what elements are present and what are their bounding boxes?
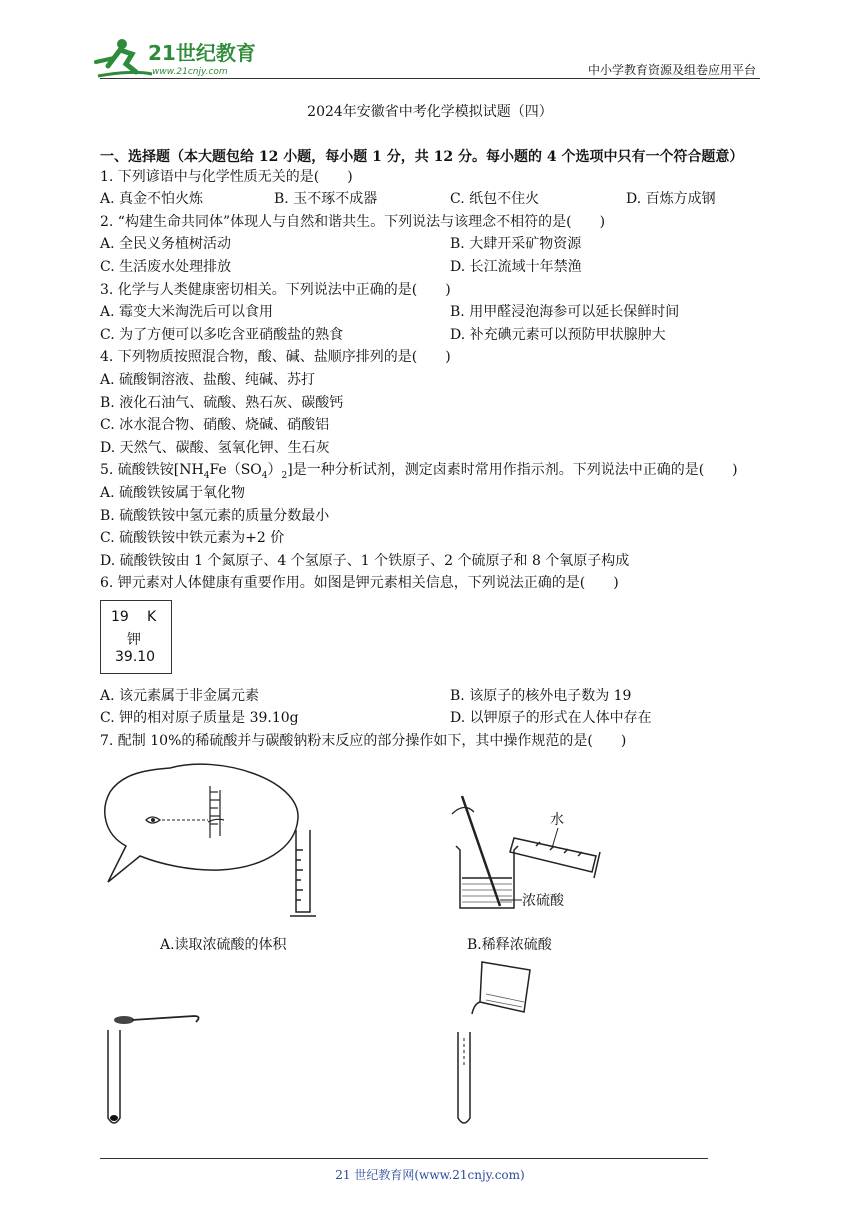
question-2-stem: 2. “构建生命共同体”体现人与自然和谐共生。下列说法与该理念不相符的是( ) — [100, 214, 606, 230]
powder — [110, 1115, 118, 1121]
platform-name: 中小学教育资源及组卷应用平台 — [587, 63, 756, 77]
figure-c-add-powder — [100, 1000, 210, 1130]
stir-arrow-icon — [452, 807, 474, 814]
question-4-stem: 4. 下列物质按照混合物，酸、碱、盐顺序排列的是( ) — [100, 349, 451, 365]
potassium-element-card — [100, 600, 172, 674]
question-1-stem: 1. 下列谚语中与化学性质无关的是( ) — [100, 169, 353, 185]
question-5-stem: 5. 硫酸铁铵$[NH_4Fe(SO_4)_2]$是一种分析试剂，测定卤素时常用作指示剂。下列说法中正确的是( ) — [100, 462, 738, 481]
water-label: 水 — [550, 812, 564, 828]
q6-option-c: C. 钾的相对原子质量是 39.10g — [100, 710, 299, 726]
logo-text: 21世纪教育 — [148, 41, 256, 65]
figure-a-read-volume — [100, 760, 340, 930]
graduated-cylinder — [290, 830, 316, 916]
eye-icon — [146, 817, 160, 823]
atomic-mass: 39.10 — [115, 649, 156, 665]
pouring-beaker — [472, 962, 530, 1014]
water-pointer — [552, 828, 558, 848]
acid-label: 浓硫酸 — [522, 893, 564, 909]
q4-option-c: C. 冰水混合物、硝酸、烧碱、硝酸铝 — [100, 417, 330, 433]
figure-b-caption: B.稀释浓硫酸 — [467, 937, 552, 953]
q3-option-b: B. 用甲醛浸泡海参可以延长保鲜时间 — [450, 304, 680, 320]
question-3-stem: 3. 化学与人类健康密切相关。下列说法中正确的是( ) — [100, 282, 451, 298]
question-7-stem: 7. 配制 10%的稀硫酸并与碳酸钠粉末反应的部分操作如下，其中操作规范的是( ) — [100, 733, 627, 749]
test-tube — [108, 1030, 120, 1123]
footer-divider — [100, 1158, 708, 1159]
site-logo — [92, 36, 272, 80]
glass-rod — [462, 796, 500, 906]
logo-url: www.21cnjy.com — [152, 67, 228, 77]
medicine-spoon — [114, 1016, 199, 1024]
q5-option-c: C. 硫酸铁铵中铁元素为+2 价 — [100, 530, 285, 546]
q3-option-a: A. 霉变大米淘洗后可以食用 — [100, 304, 274, 320]
q4-option-b: B. 液化石油气、硫酸、熟石灰、碳酸钙 — [100, 395, 344, 411]
q1-option-a: A. 真金不怕火炼 — [100, 191, 204, 207]
q4-option-d: D. 天然气、碳酸、氢氧化钾、生石灰 — [100, 440, 330, 456]
q4-option-a: A. 硫酸铜溶液、盐酸、纯碱、苏打 — [100, 372, 316, 388]
beaker-liquid — [462, 884, 512, 902]
figure-a-caption: A.读取浓硫酸的体积 — [160, 937, 287, 953]
q5-option-d: D. 硫酸铁铵由 1 个氮原子、4 个氢原子、1 个铁原子、2 个硫原子和 8 个氧原子构成 — [100, 553, 630, 569]
q6-option-b: B. 该原子的核外电子数为 19 — [450, 688, 632, 704]
q6-option-a: A. 该元素属于非金属元素 — [100, 688, 260, 704]
q3-option-d: D. 补充碘元素可以预防甲状腺肿大 — [450, 327, 666, 343]
figure-d-pour-liquid — [446, 956, 546, 1132]
header-divider — [100, 78, 760, 79]
figure-b-dilute-acid — [440, 790, 620, 920]
q1-option-d: D. 百炼方成钢 — [626, 191, 716, 207]
q5-option-b: B. 硫酸铁铵中氢元素的质量分数最小 — [100, 508, 330, 524]
atomic-number: 19 — [111, 609, 129, 625]
exam-title: 2024年安徽省中考化学模拟试题（四） — [307, 104, 553, 120]
element-name: 钾 — [127, 632, 141, 648]
q1-option-c: C. 纸包不住火 — [450, 191, 540, 207]
section-heading: 一、选择题（本大题包给 12 小题，每小题 1 分，共 12 分。每小题的 4 个选项中只有一个符合题意） — [100, 149, 744, 165]
q6-option-d: D. 以钾原子的形式在人体中存在 — [450, 710, 652, 726]
pouring-cylinder — [510, 838, 600, 878]
q2-option-b: B. 大肆开采矿物资源 — [450, 236, 582, 252]
q2-option-d: D. 长江流域十年禁渔 — [450, 259, 582, 275]
element-symbol: K — [147, 609, 157, 625]
q2-option-a: A. 全民义务植树活动 — [100, 236, 232, 252]
magnified-callout — [105, 764, 298, 882]
footer-link[interactable]: 21 世纪教育网(www.21cnjy.com) — [335, 1168, 525, 1182]
question-6-stem: 6. 钾元素对人体健康有重要作用。如图是钾元素相关信息，下列说法正确的是( ) — [100, 575, 619, 591]
q1-option-b: B. 玉不琢不成器 — [274, 191, 378, 207]
q5-option-a: A. 硫酸铁铵属于氧化物 — [100, 485, 246, 501]
q3-option-c: C. 为了方便可以多吃含亚硝酸盐的熟食 — [100, 327, 344, 343]
beaker — [456, 846, 518, 908]
scale-marks — [210, 786, 220, 838]
q2-option-c: C. 生活废水处理排放 — [100, 259, 232, 275]
